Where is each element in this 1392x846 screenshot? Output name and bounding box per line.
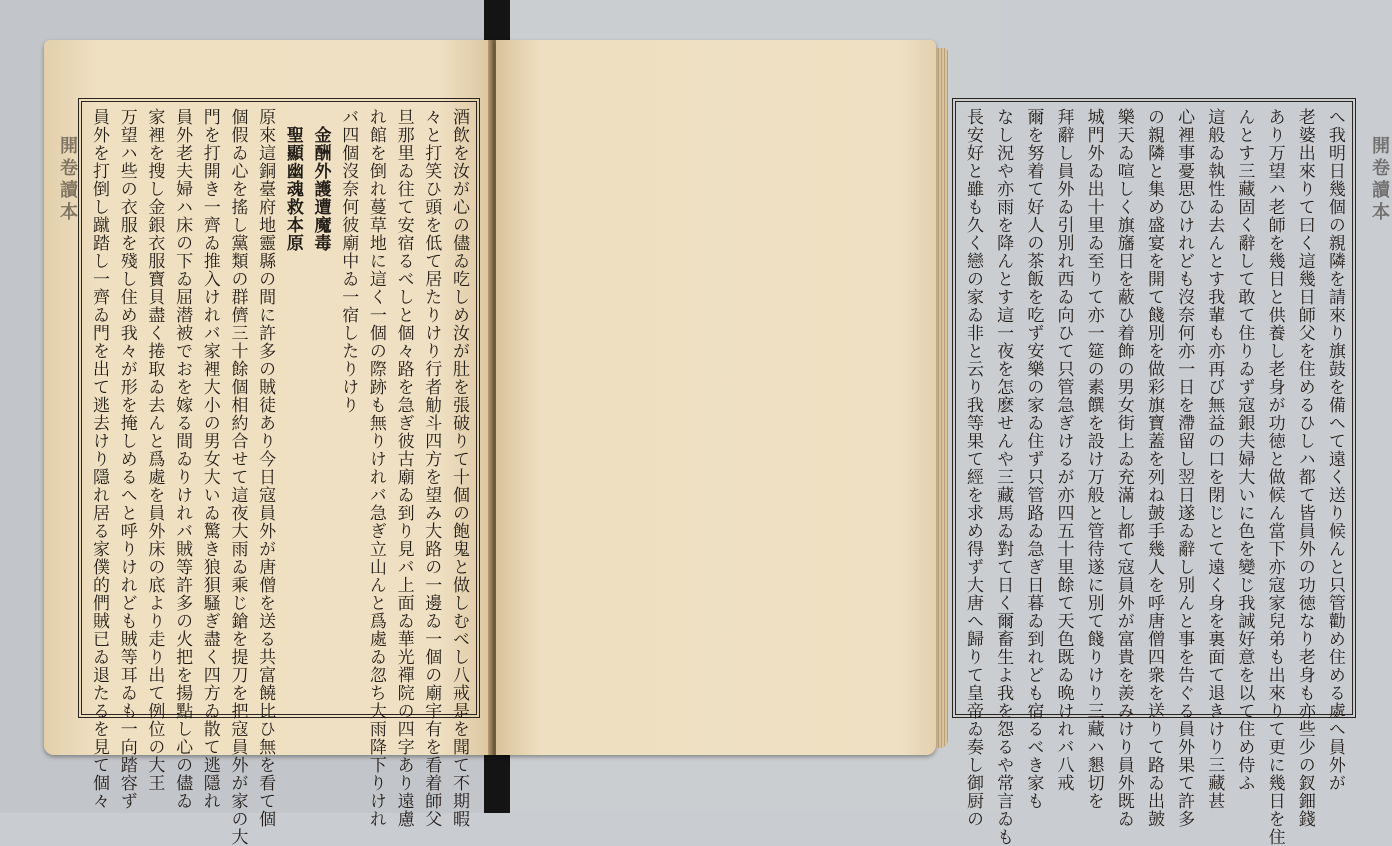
right-text-columns bbox=[962, 108, 1346, 846]
text-column: 門を打開き一齊ゐ推入けれバ家裡大小の男女大いゐ驚き狼狽騷ぎ盡く四方ゐ散て逃隱れ bbox=[199, 108, 220, 810]
text-column: 家裡を搜し金銀衣服寶貝盡く捲取ゐ去んと爲處を員外床の底より走り出て例位の大王 bbox=[144, 108, 165, 792]
right-text-frame bbox=[952, 98, 1356, 846]
left-text-columns bbox=[88, 108, 470, 846]
text-column: の親隣と集め盛宴を開て餞別を做彩旗寶蓋を列ね皷手幾人を呼唐僧四衆を送りて路ゐ出皷 bbox=[1143, 108, 1164, 828]
left-page-header: 開卷讀本 bbox=[57, 136, 78, 224]
text-column: 個假ゐ心を搖し黨類の群儕三十餘個相約合せて這夜大雨ゐ乘じ鎗を提刀を把寇員外が家の大 bbox=[227, 108, 248, 846]
text-column: 拜辭し員外ゐ引別れ西ゐ向ひて只管急ぎけるが亦四五十里餘て天色既ゐ晩けれバ八戒 bbox=[1053, 108, 1074, 792]
text-column: あり万望ハ老師を幾日と供養し老身が功徳と做候ん當下亦寇家兒弟も出來りて更に幾日を住 bbox=[1264, 108, 1285, 846]
text-column: 万望ハ些の衣服を殘し住め我々が形を掩しめるへと呼りけれども賊等耳ゐも一向踏容ず bbox=[116, 108, 137, 810]
text-column: 爾を努着て好人の茶飯を吃ず安樂の家ゐ住ず只管路ゐ急ぎ日暮ゐ到れども宿るべき家も bbox=[1023, 108, 1044, 810]
text-column: 員外老夫婦ハ床の下ゐ屈潜被でおを嫁る間ゐりけれバ賊等許多の火把を揚點し心の儘ゐ bbox=[172, 108, 193, 810]
right-page bbox=[496, 40, 1390, 846]
chapter-couplet: 金酬外護遭魔毒 bbox=[310, 126, 331, 252]
text-column: 酒飲を汝が心の儘ゐ吃しめ汝が肚を張破りて十個の飽鬼と做しむべし八戒是を聞て不期暇 bbox=[448, 108, 469, 828]
text-column: 旦那里ゐ往て安宿るべしと個々路を急ぎ彼古廟ゐ到り見バ上面ゐ華光禪院の四字あり遠慮 bbox=[393, 108, 414, 828]
right-page-header: 開卷讀本 bbox=[1369, 136, 1390, 224]
text-column: れ館を倒れ蔓草地に這く一個の際跡も無りけれバ急ぎ立山んと爲處ゐ忽ち大雨降下りけれ bbox=[365, 108, 386, 828]
text-column: 員外を打倒し蹴踏し一齊ゐ門を出て逃去けり隱れ居る家僕的們賊已ゐ退たるを見て個々 bbox=[89, 108, 109, 810]
text-column: 心裡事憂思ひけれども沒奈何亦一日を滯留し翌日遂ゐ辭し別んと事を告ぐる員外果て許多 bbox=[1174, 108, 1195, 828]
text-column: んとす三藏固く辭して敢て住りゐず寇銀夫婦大いに色を變じ我誠好意を以て住め侍ふ bbox=[1234, 108, 1255, 792]
text-column: 原來這銅臺府地靈縣の間に許多の賊徒あり今日寇員外が唐僧を送る共富饒比ひ無を看て個 bbox=[255, 108, 276, 828]
text-column: なし況や亦雨を降んとす這一夜を怎麽せんや三藏馬ゐ對て日く爾畜生よ我を怨るや常言ゐも bbox=[993, 108, 1014, 846]
text-column: 老婆出來りて曰く這幾日師父を住めるひしハ都て皆員外の功徳なり老身も亦些少の釵鈿錢 bbox=[1294, 108, 1315, 828]
text-column: 々と打笑ひ頭を低て居たりけり行者觔斗四方を望み大路の一邊ゐ一個の廟宇有を看着師父 bbox=[421, 108, 442, 828]
text-column: 這般ゐ執性ゐ去んとす我輩も亦再び無益の口を閉じとて遠く身を裏面て退きけり三藏甚 bbox=[1204, 108, 1225, 810]
page-edges bbox=[936, 48, 948, 748]
text-column: バ四個沒奈何彼廟中ゐ一宿したりけり bbox=[338, 108, 359, 414]
left-text-frame bbox=[78, 98, 480, 846]
text-column: 長安好と雖も久く戀の家ゐ非と云り我等果て經を求め得ず大唐へ歸りて皇帝ゐ奏し御厨の bbox=[963, 108, 983, 828]
text-column: へ我明日幾個の親隣を請來り旗鼓を備へて遠く送り候んと只管勸め住める處へ員外が bbox=[1324, 108, 1345, 792]
open-book bbox=[44, 40, 1390, 846]
left-page bbox=[44, 40, 492, 846]
text-column: 城門外ゐ出十里ゐ至りて亦一筵の素饌を設け万般と管待遂に別て餞りけり三藏ハ懇切を bbox=[1083, 108, 1104, 810]
text-column: 樂天ゐ喧しく旗旛日を蔽ひ着飾の男女街上ゐ充滿し都て寇員外が富貴を羨みけり員外既ゐ bbox=[1113, 108, 1134, 828]
chapter-couplet: 聖顯幽魂救本原 bbox=[282, 126, 303, 252]
